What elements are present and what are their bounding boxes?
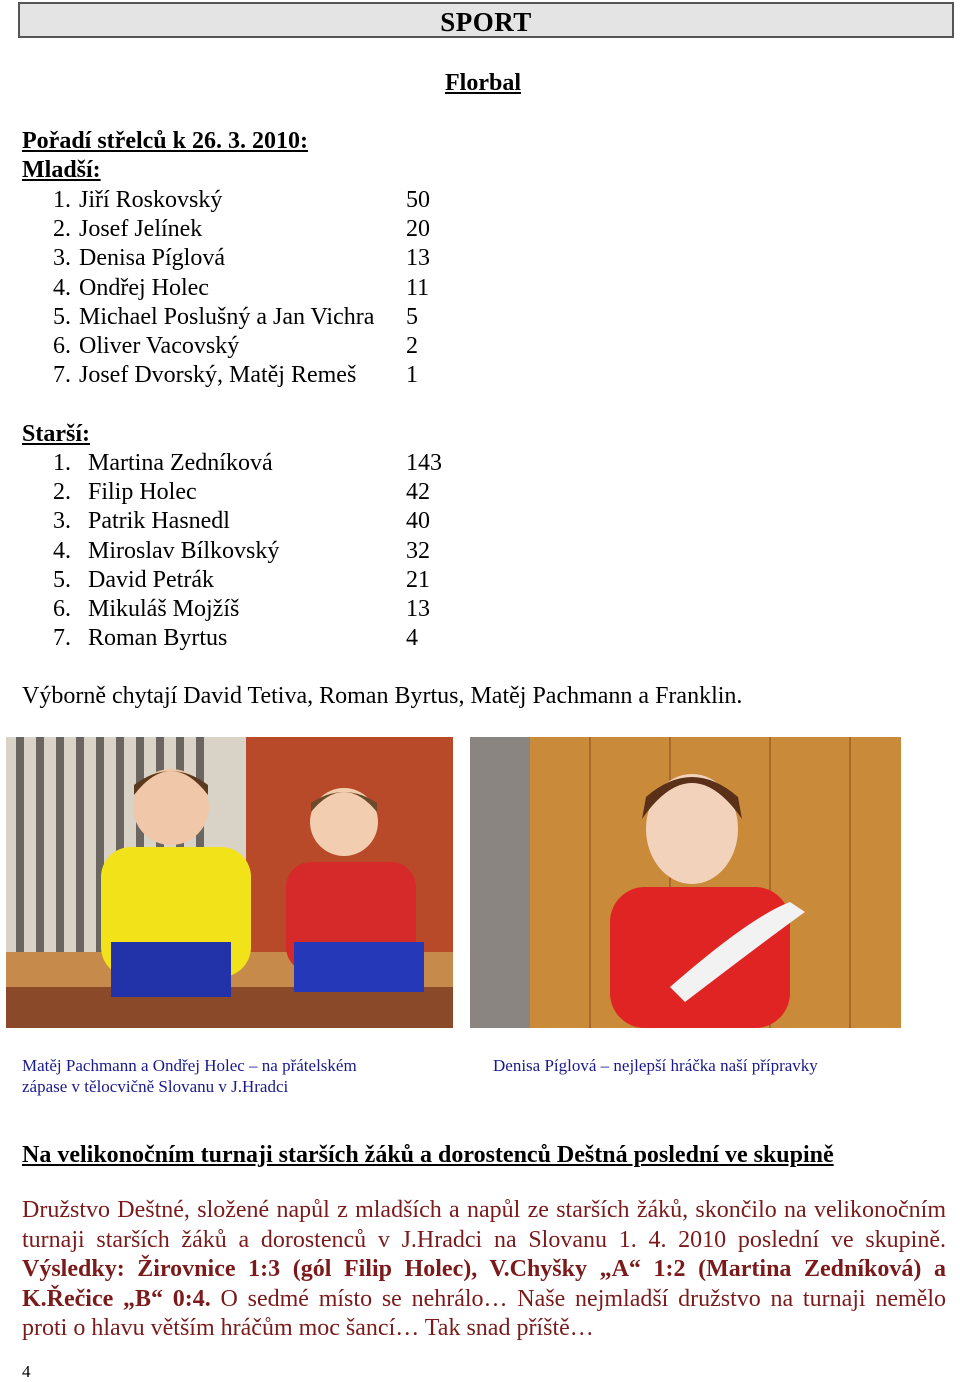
standings-row [0,216,960,245]
player-name: Ondřej Holec [79,274,209,301]
page-number: 4 [22,1362,31,1381]
goal-count: 1 [406,362,418,389]
player-name: Josef Dvorský, Matěj Remeš [79,362,357,389]
standings-row [0,596,960,625]
older-label: Starší: [22,421,90,447]
standings-row [0,479,960,508]
rank-number: 2. [53,479,71,506]
player-name: Roman Byrtus [88,625,228,652]
rank-number: 1. [53,187,71,213]
rank-number: 6. [53,595,71,622]
goal-count: 13 [406,245,430,272]
standings-row [0,567,960,596]
section-title: Florbal [445,70,521,96]
older-standings-list [0,450,960,654]
goal-count: 2 [406,332,418,359]
player-name: Miroslav Bílkovský [88,537,280,564]
goal-count: 11 [406,274,430,301]
photo-two-boys [6,737,453,1028]
rank-number: 7. [53,362,71,389]
goal-count: 42 [406,479,430,506]
article-intro: Družstvo Deštné, složené napůl z mladších a napůl ze starších žáků, skončilo na velikonočním turnaji starších žáků a dorostenců v J.Hradci na Slovanu 1. 4. 2010 poslední ve skupině. [22,1197,946,1253]
standings-row [0,187,960,216]
goal-count: 13 [406,595,430,622]
standings-row [0,508,960,537]
photo-left-caption: Matěj Pachmann a Ondřej Holec – na přátelském zápase v tělocvičně Slovanu v J.Hradci [22,1056,357,1096]
page-title: SPORT [440,7,532,37]
article-outro: O sedmé místo se nehrálo… Naše nejmladší družstvo na turnaji nemělo proti o hlavu větším hráčům moc šancí… Tak snad příště… [22,1285,946,1341]
standings-row [0,625,960,654]
player-name: David Petrák [88,566,214,593]
player-name: Josef Jelínek [79,216,203,243]
article-results-label: Výsledky: [22,1256,125,1282]
goal-count: 4 [406,625,418,652]
rank-number: 6. [53,332,71,359]
standings-row [0,304,960,333]
article-results: Žirovnice 1:3 (gól Filip Holec), V.Chyšky „A“ 1:2 (Martina Zedníková) a K.Řečice „B“ 0:4. [22,1256,946,1312]
rank-number: 5. [53,566,71,593]
rank-number: 5. [53,303,71,330]
standings-row [0,538,960,567]
goalkeepers-note: Výborně chytají David Tetiva, Roman Byrtus, Matěj Pachmann a Franklin. [22,683,743,709]
standings-title: Pořadí střelců k 26. 3. 2010: [22,128,308,154]
goal-count: 21 [406,566,430,593]
photo-right-caption: Denisa Píglová – nejlepší hráčka naší přípravky [493,1056,818,1075]
player-name: Mikuláš Mojžíš [88,595,240,622]
standings-row [0,362,960,391]
goal-count: 20 [406,216,430,243]
goal-count: 5 [406,303,418,330]
player-name: Jiří Roskovský [79,187,223,213]
article-body [22,1196,946,1344]
younger-standings-list [0,187,960,391]
header-banner [18,2,954,38]
rank-number: 7. [53,625,71,652]
rank-number: 4. [53,274,71,301]
standings-row [0,333,960,362]
player-name: Michael Poslušný a Jan Vichra [79,303,375,330]
goal-count: 50 [406,187,430,213]
rank-number: 4. [53,537,71,564]
goal-count: 40 [406,508,430,535]
article-title: Na velikonočním turnaji starších žáků a dorostenců Deštná poslední ve skupině [22,1142,834,1168]
player-name: Martina Zedníková [88,450,273,476]
player-name: Filip Holec [88,479,197,506]
rank-number: 3. [53,508,71,535]
goal-count: 143 [406,450,442,476]
rank-number: 3. [53,245,71,272]
standings-row [0,275,960,304]
player-name: Denisa Píglová [79,245,225,272]
rank-number: 2. [53,216,71,243]
standings-row [0,450,960,479]
younger-label: Mladší: [22,157,101,183]
goal-count: 32 [406,537,430,564]
player-name: Patrik Hasnedl [88,508,230,535]
photo-girl-with-stick [470,737,901,1028]
standings-row [0,245,960,274]
rank-number: 1. [53,450,71,476]
player-name: Oliver Vacovský [79,332,240,359]
